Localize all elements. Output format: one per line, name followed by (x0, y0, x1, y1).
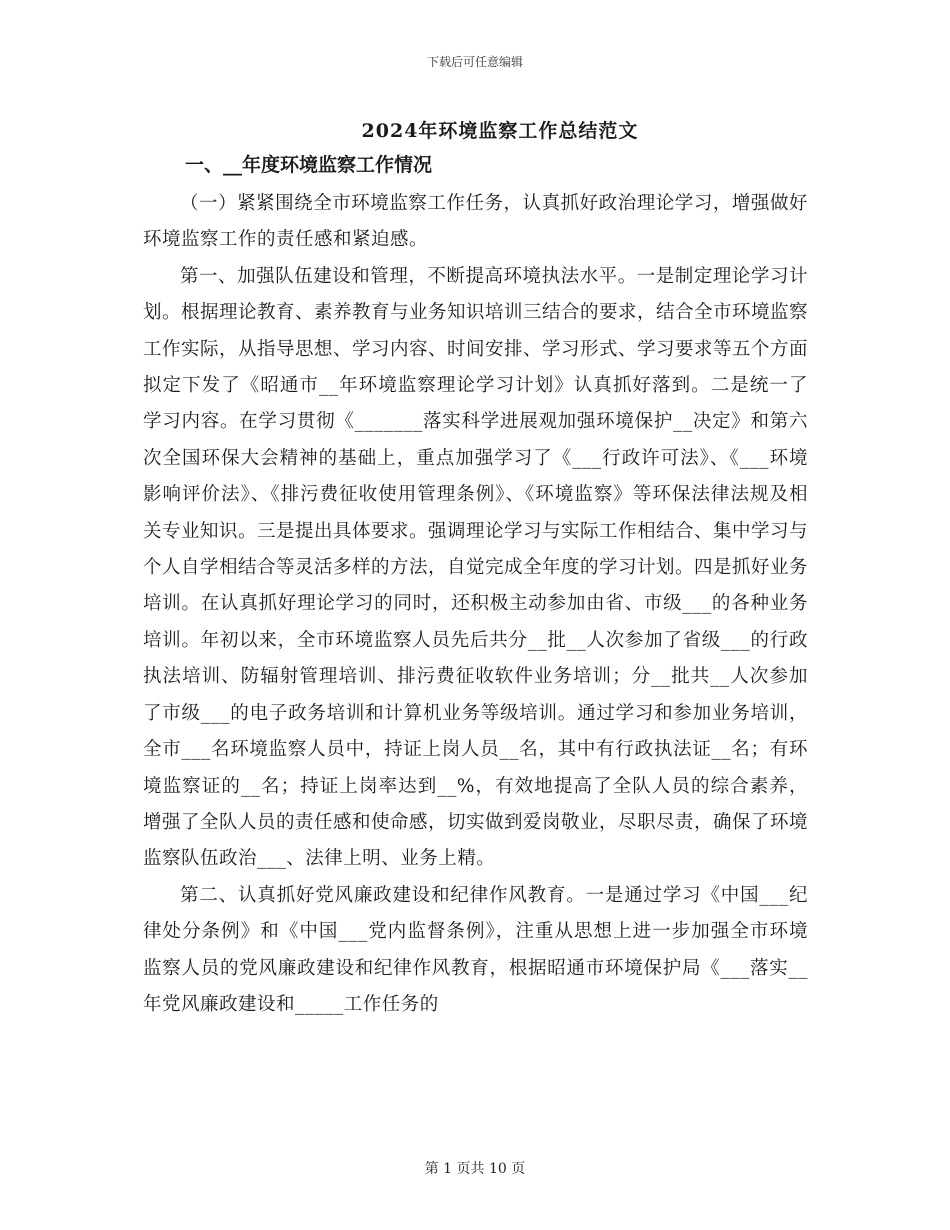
paragraph-first: 第一、加强队伍建设和管理，不断提高环境执法水平。一是制定理论学习计划。根据理论教育、素养教育与业务知识培训三结合的要求，结合全市环境监察工作实际，从指导思想、学习内容、时间安排、学习形式、学习要求等五个方面拟定下发了《昭通市__年环境监察理论学习计划》认真抓好落到。二是统一了学习内容。在学习贯彻《_______落实科学进展观加强环境保护__决定》和第六次全国环保大会精神的基础上，重点加强学习了《___行政许可法》、《___环境影响评价法》、《排污费征收使用管理条例》、《环境监察》等环保法律法规及相关专业知识。三是提出具体要求。强调理论学习与实际工作相结合、集中学习与个人自学相结合等灵活多样的方法，自觉完成全年度的学习计划。四是抓好业务培训。在认真抓好理论学习的同时，还积极主动参加由省、市级___的各种业务培训。年初以来，全市环境监察人员先后共分__批__人次参加了省级___的行政执法培训、防辐射管理培训、排污费征收软件业务培训；分__批共__人次参加了市级___的电子政务培训和计算机业务等级培训。通过学习和参加业务培训，全市___名环境监察人员中，持证上岗人员__名，其中有行政执法证__名；有环境监察证的__名；持证上岗率达到__%，有效地提高了全队人员的综合素养，增强了全队人员的责任感和使命感，切实做到爱岗敬业，尽职尽责，确保了环境监察队伍政治___、法律上明、业务上精。 (143, 265, 809, 870)
page-header-note: 下载后可任意编辑 (426, 55, 523, 69)
document-body (143, 186, 808, 1023)
page-number: 第 1 页共 10 页 (424, 1161, 526, 1177)
document-title: 2024年环境监察工作总结范文 (361, 120, 639, 142)
section-heading: 一、__年度环境监察工作情况 (185, 154, 433, 176)
paragraph-intro: （一）紧紧围绕全市环境监察工作任务，认真抓好政治理论学习，增强做好环境监察工作的责任感和紧迫感。 (143, 193, 808, 251)
paragraph-second: 第二、认真抓好党风廉政建设和纪律作风教育。一是通过学习《中国___纪律处分条例》和《中国___党内监督条例》，注重从思想上进一步加强全市环境监察人员的党风廉政建设和纪律作风教育，根据昭通市环境保护局《___落实__年党风廉政建设和_____工作任务的 (143, 884, 808, 1015)
